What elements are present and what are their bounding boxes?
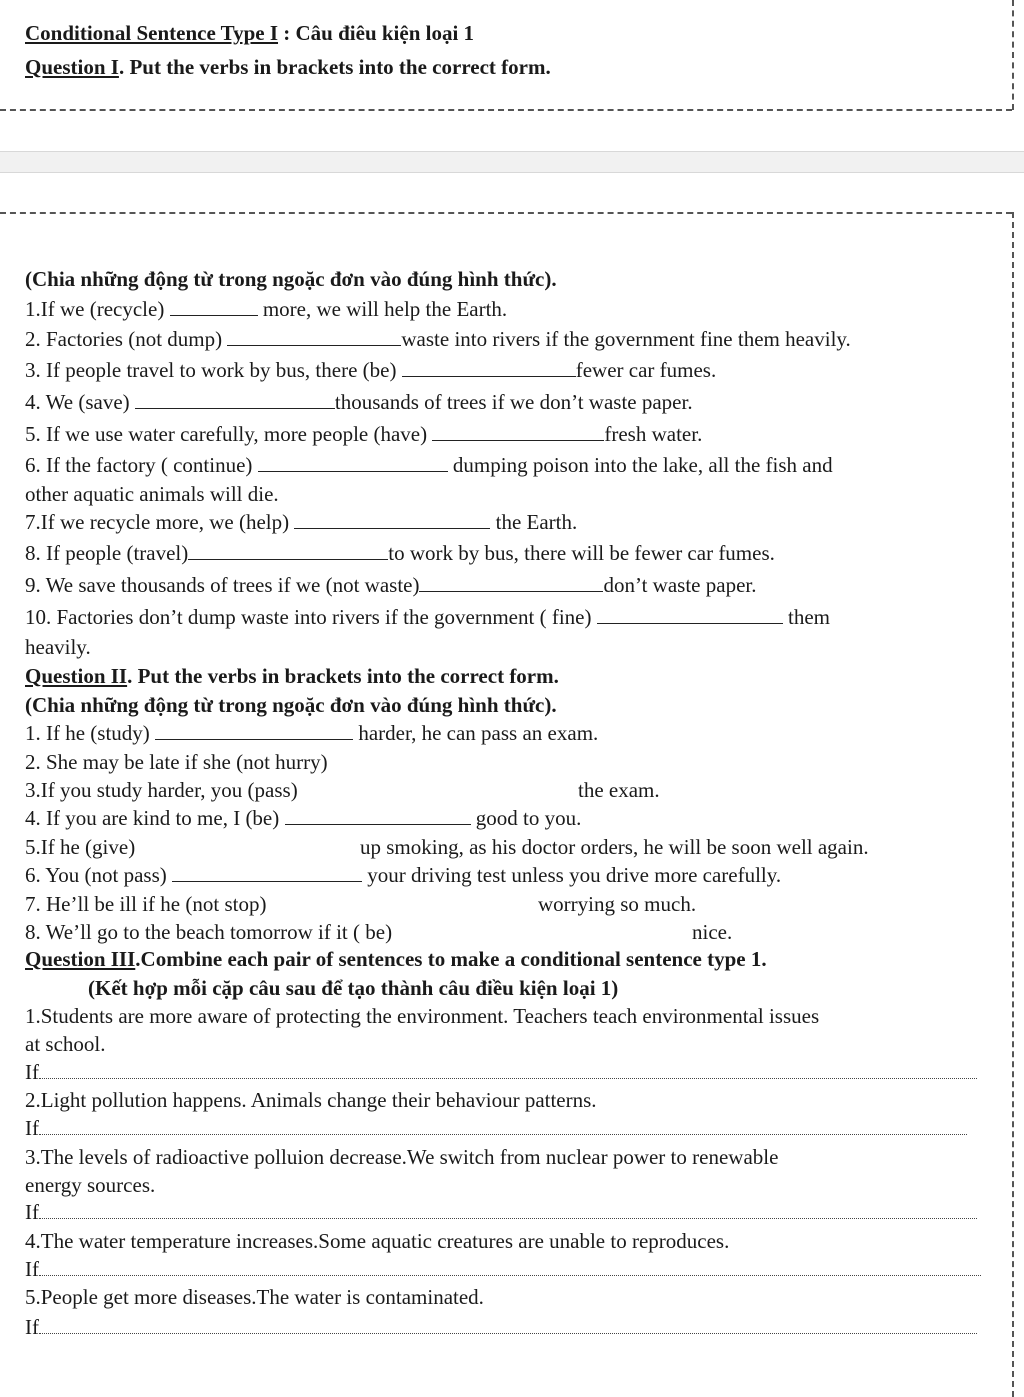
question-1-label: Question I [25,55,119,79]
q1-item: 6. If the factory ( continue) dumping poison into the lake, all the fish and [25,453,833,477]
q2-item: 8. We’ll go to the beach tomorrow if it ( be) [25,920,393,944]
page-border-right [1012,212,1014,1397]
q3-answer-line: If [25,1199,977,1225]
answer-blank[interactable] [170,297,258,316]
q1-item: 10. Factories don’t dump waste into rivers if the government ( fine) them [25,605,830,629]
question-3-label: Question III [25,947,136,971]
q1-item: 9. We save thousands of trees if we (not waste) don’t waste paper. [25,573,757,597]
q3-item-continued: at school. [25,1032,106,1056]
q2-item: 2. She may be late if she (not hurry) [25,750,328,774]
answer-blank[interactable] [285,806,471,825]
title-vietnamese: Câu điêu kiện loại 1 [295,21,475,45]
q1-item: 1.If we (recycle) more, we will help the Earth. [25,297,508,321]
q2-item: 3.If you study harder, you (pass) [25,778,298,802]
question-1-heading [25,54,551,80]
answer-dotted-line[interactable] [39,1257,981,1276]
question-2-label: Question II [25,664,128,688]
q3-item: 1.Students are more aware of protecting the environment. Teachers teach environmental issues [25,1004,820,1028]
q2-item: 7. He’ll be ill if he (not stop) [25,892,267,916]
q3-item-continued: energy sources. [25,1173,156,1197]
q3-item: 5.People get more diseases.The water is contaminated. [25,1285,484,1309]
q2-item-tail: the exam. [578,778,660,802]
q2-item-tail: nice. [692,920,733,944]
answer-blank[interactable] [135,390,335,409]
q2-item: 4. If you are kind to me, I (be) good to you. [25,806,582,830]
q1-item: 3. If people travel to work by bus, there (be) fewer car fumes. [25,358,717,382]
answer-blank[interactable] [294,510,490,529]
question-3-heading [25,946,767,972]
q3-item: 2.Light pollution happens. Animals change their behaviour patterns. [25,1088,597,1112]
page-border-bottom [0,109,1012,111]
question-2-instruction: (Chia những động từ trong ngoặc đơn vào đúng hình thức). [25,693,557,717]
answer-blank[interactable] [432,422,604,441]
title-separator: : [278,21,296,45]
q3-answer-line: If [25,1256,981,1282]
answer-dotted-line[interactable] [39,1116,967,1135]
q1-item: 5. If we use water carefully, more people (have) fresh water. [25,422,703,446]
q1-item-continued: other aquatic animals will die. [25,482,279,506]
q1-item-continued: heavily. [25,635,91,659]
answer-blank[interactable] [419,573,603,592]
q2-item: 6. You (not pass) your driving test unless you drive more carefully. [25,863,782,887]
page-border-top [0,212,1012,214]
answer-blank[interactable] [188,541,388,560]
title-main: Conditional Sentence Type I [25,21,279,45]
q3-answer-line: If [25,1115,967,1141]
question-2-title: . Put the verbs in brackets into the correct form. [127,664,559,688]
question-2-heading [25,663,559,689]
page-gap [0,151,1024,173]
question-3-title: .Combine each pair of sentences to make a conditional sentence type 1. [135,947,767,971]
answer-dotted-line[interactable] [39,1315,977,1334]
q2-item-tail: worrying so much. [538,892,697,916]
worksheet-title [25,20,474,46]
question-1-title: . Put the verbs in brackets into the correct form. [118,55,551,79]
q3-item: 4.The water temperature increases.Some aquatic creatures are unable to reproduces. [25,1229,730,1253]
q1-item: 2. Factories (not dump) waste into rivers if the government fine them heavily. [25,327,851,351]
answer-dotted-line[interactable] [39,1060,977,1079]
q1-item: 4. We (save) thousands of trees if we don’t waste paper. [25,390,693,414]
q3-item: 3.The levels of radioactive polluion decrease.We switch from nuclear power to renewable [25,1145,779,1169]
q1-item: 8. If people (travel) to work by bus, there will be fewer car fumes. [25,541,775,565]
q2-item: 5.If he (give) [25,835,136,859]
q3-answer-line: If [25,1314,977,1340]
answer-blank[interactable] [155,721,353,740]
answer-blank[interactable] [258,453,448,472]
answer-blank[interactable] [597,605,783,624]
q2-item-tail: up smoking, as his doctor orders, he will be soon well again. [360,835,869,859]
answer-blank[interactable] [402,358,576,377]
question-1-instruction: (Chia những động từ trong ngoặc đơn vào đúng hình thức). [25,267,557,291]
q3-answer-line: If [25,1059,977,1085]
question-3-instruction: (Kết hợp mỗi cặp câu sau để tạo thành câu điều kiện loại 1) [88,976,619,1000]
q2-item: 1. If he (study) harder, he can pass an exam. [25,721,599,745]
q1-item: 7.If we recycle more, we (help) the Earth. [25,510,578,534]
answer-dotted-line[interactable] [39,1200,977,1219]
answer-blank[interactable] [227,327,401,346]
page-border-right-top [1012,0,1014,110]
answer-blank[interactable] [172,863,362,882]
